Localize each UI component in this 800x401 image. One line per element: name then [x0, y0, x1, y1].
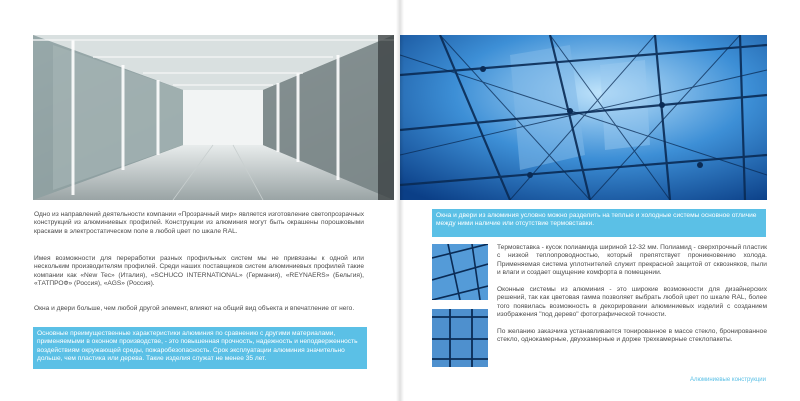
glass-thumbnail-1	[432, 244, 488, 300]
right-paragraph-glazing: По желанию заказчика устанавливается тонированное в массе стекло, бронированное стекло, однокамерные, двухкамерные и дорже трехкамерные стеклопакеты.	[497, 328, 767, 344]
glass-thumbnail-2	[432, 309, 488, 367]
right-highlight-box: Окна и двери из алюминия условно можно разделить на теплые и холодные системы основное отличие между ними наличие или отсутствие термовставки.	[432, 209, 766, 237]
glass-roof-photo	[400, 35, 767, 200]
left-paragraph-doors: Окна и двери больше, чем любой другой элемент, влияют на общий вид объекта и впечатление от него.	[34, 305, 355, 312]
left-paragraph-intro: Одно из направлений деятельности компании «Прозрачный мир» является изготовление светопрозрачных конструкций из алюминиевых профилей. Конструкции из алюминия могут быть окрашены порошковыми красками в электростатическом поле в любой цвет по шкале RAL.	[34, 211, 364, 235]
left-paragraph-suppliers: Имея возможности для переработки разных профильных систем мы не привязаны к одной или нескольким производителям профилей. Среди наших поставщиков систем алюминиевых профилей такие компании как «New Tec» (Италия), «SCHUCO INTERNATIONAL» (Германия), «REYNAERS» (Бельгия), «ТАТПРОФ» (Россия), «AGS» (Россия).	[34, 255, 364, 288]
page-footer-title: Алюминиевые конструкции	[689, 377, 766, 383]
right-paragraph-design: Оконные системы из алюминия - это широкие возможности для дизайнерских решений, так как цветовая гамма позволяет выбрать любой цвет по шкале RAL, более того появилась возможность в декорировании алюминиевых изделий с созданием изображения "под дерево" фотографической точности.	[497, 286, 767, 319]
corridor-photo	[33, 35, 394, 200]
right-paragraph-thermal-break: Термовставка - кусок полиамида шириной 12-32 мм. Полиамид - сверхпрочный пластик с низкой теплопроводностью, который препятствует проникновению холода. Применяемая система уплотнителей служит прекрасной защитой от сквозняков, пыли и влаги и создает ощущение комфорта в помещении.	[497, 244, 767, 277]
book-gutter	[396, 0, 404, 401]
left-highlight-box: Основные преимущественные характеристики алюминия по сравнению с другими материалами, применяемыми в оконном производстве, - это повышенная прочность, надежность и неподверженность воздействиям окружающей среды, пожаробезопасность. Срок эксплуатации алюминия значительно дольше, чем пластика или дерева. Такие изделия служат не менее 35 лет.	[33, 327, 367, 369]
